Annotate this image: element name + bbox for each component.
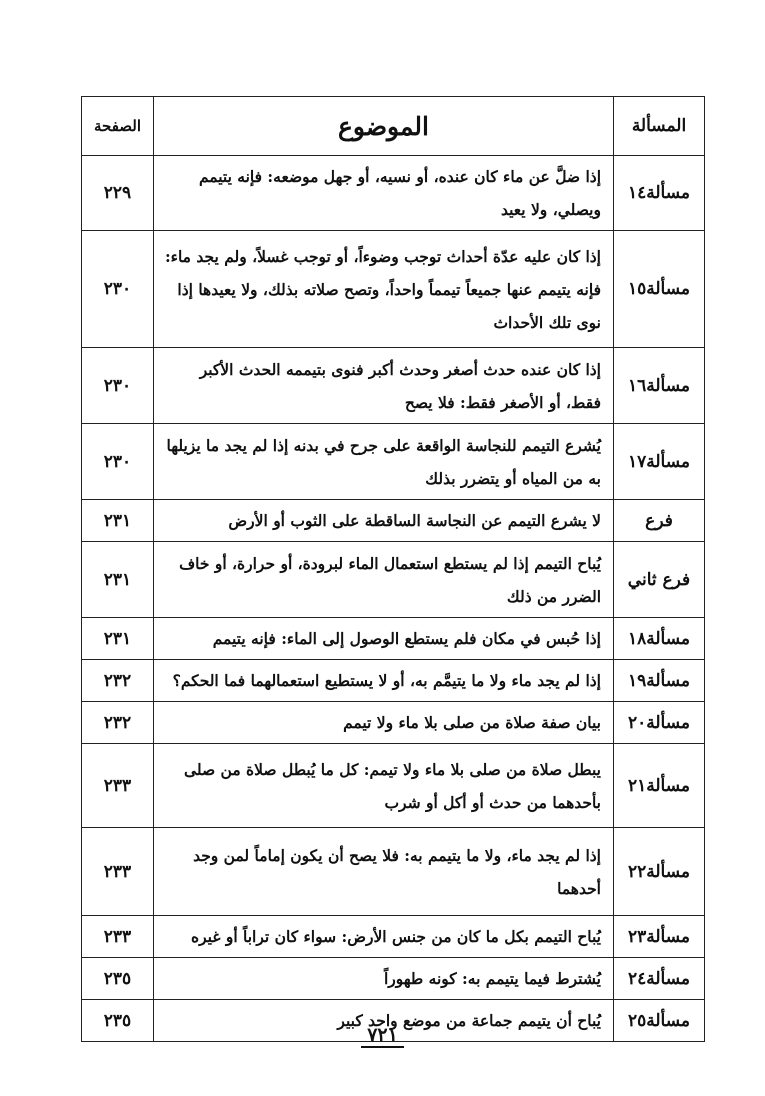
masala-cell: مسألة٢١: [614, 744, 705, 828]
page-cell: ٢٣١: [82, 500, 154, 542]
topic-cell: لا يشرع التيمم عن النجاسة الساقطة على الثوب أو الأرض: [154, 500, 614, 542]
page-cell: ٢٣٥: [82, 1000, 154, 1042]
table-row: [82, 618, 705, 660]
topic-cell: يُباح التيمم بكل ما كان من جنس الأرض: سواء كان تراباً أو غيره: [154, 916, 614, 958]
page-cell: ٢٣٢: [82, 660, 154, 702]
masala-cell: مسألة٢٥: [614, 1000, 705, 1042]
masala-cell: مسألة١٨: [614, 618, 705, 660]
table-row: [82, 424, 705, 500]
masala-cell: مسألة٢٤: [614, 958, 705, 1000]
topic-cell: يُشرع التيمم للنجاسة الواقعة على جرح في بدنه إذا لم يجد ما يزيلها به من المياه أو يتضرر بذلك: [154, 424, 614, 500]
masala-cell: مسألة١٤: [614, 156, 705, 231]
page-cell: ٢٣٥: [82, 958, 154, 1000]
topic-cell: يُشترط فيما يتيمم به: كونه طهوراً: [154, 958, 614, 1000]
page-cell: ٢٣٠: [82, 348, 154, 424]
header-masala: المسألة: [614, 97, 705, 156]
page-cell: ٢٣٠: [82, 231, 154, 348]
page-cell: ٢٣٠: [82, 424, 154, 500]
table-row: [82, 231, 705, 348]
page-cell: ٢٣٣: [82, 916, 154, 958]
topic-cell: يُباح التيمم إذا لم يستطع استعمال الماء لبرودة، أو حرارة، أو خاف الضرر من ذلك: [154, 542, 614, 618]
page-number-text: ٧٢١: [361, 1024, 404, 1048]
table-row: [82, 500, 705, 542]
masala-cell: مسألة١٥: [614, 231, 705, 348]
page-cell: ٢٣١: [82, 542, 154, 618]
topic-cell: إذا كان عليه عدّة أحداث توجب وضوءاً، أو توجب غسلاً، ولم يجد ماء: فإنه يتيمم عنها جميعاً تيمماً واحداً، وتصح صلاته بذلك، ولا يعيدها إذا نوى تلك الأحداث: [154, 231, 614, 348]
masala-cell: مسألة١٧: [614, 424, 705, 500]
table-row: [82, 348, 705, 424]
masala-cell: مسألة٢٣: [614, 916, 705, 958]
table-row: [82, 660, 705, 702]
page-cell: ٢٣١: [82, 618, 154, 660]
page-number: [0, 1024, 765, 1046]
topic-cell: إذا لم يجد ماء، ولا ما يتيمم به: فلا يصح أن يكون إماماً لمن وجد أحدهما: [154, 828, 614, 916]
table-row: [82, 542, 705, 618]
topic-cell: يبطل صلاة من صلى بلا ماء ولا تيمم: كل ما يُبطل صلاة من صلى بأحدهما من حدث أو أكل أو شرب: [154, 744, 614, 828]
header-safha: الصفحة: [82, 97, 154, 156]
table-row: [82, 958, 705, 1000]
masala-cell: مسألة٢٢: [614, 828, 705, 916]
page-cell: ٢٣٢: [82, 702, 154, 744]
table-row: [82, 828, 705, 916]
topic-cell: إذا حُبس في مكان فلم يستطع الوصول إلى الماء: فإنه يتيمم: [154, 618, 614, 660]
masala-cell: فرع: [614, 500, 705, 542]
index-table: [81, 96, 705, 1042]
page-cell: ٢٢٩: [82, 156, 154, 231]
table-row: [82, 916, 705, 958]
header-row: [82, 97, 705, 156]
masala-cell: مسألة١٩: [614, 660, 705, 702]
page-cell: ٢٣٣: [82, 828, 154, 916]
topic-cell: إذا لم يجد ماء ولا ما يتيمَّم به، أو لا يستطيع استعمالهما فما الحكم؟: [154, 660, 614, 702]
topic-cell: إذا ضلَّ عن ماء كان عنده، أو نسيه، أو جهل موضعه: فإنه يتيمم ويصلي، ولا يعيد: [154, 156, 614, 231]
masala-cell: مسألة١٦: [614, 348, 705, 424]
topic-cell: يُباح أن يتيمم جماعة من موضع واحد كبير: [154, 1000, 614, 1042]
header-mawdu: الموضوع: [154, 97, 614, 156]
topic-cell: بيان صفة صلاة من صلى بلا ماء ولا تيمم: [154, 702, 614, 744]
masala-cell: مسألة٢٠: [614, 702, 705, 744]
topic-cell: إذا كان عنده حدث أصغر وحدث أكبر فنوى بتيممه الحدث الأكبر فقط، أو الأصغر فقط: فلا يصح: [154, 348, 614, 424]
table-row: [82, 156, 705, 231]
page-cell: ٢٣٣: [82, 744, 154, 828]
masala-cell: فرع ثاني: [614, 542, 705, 618]
table-row: [82, 702, 705, 744]
table-row: [82, 744, 705, 828]
